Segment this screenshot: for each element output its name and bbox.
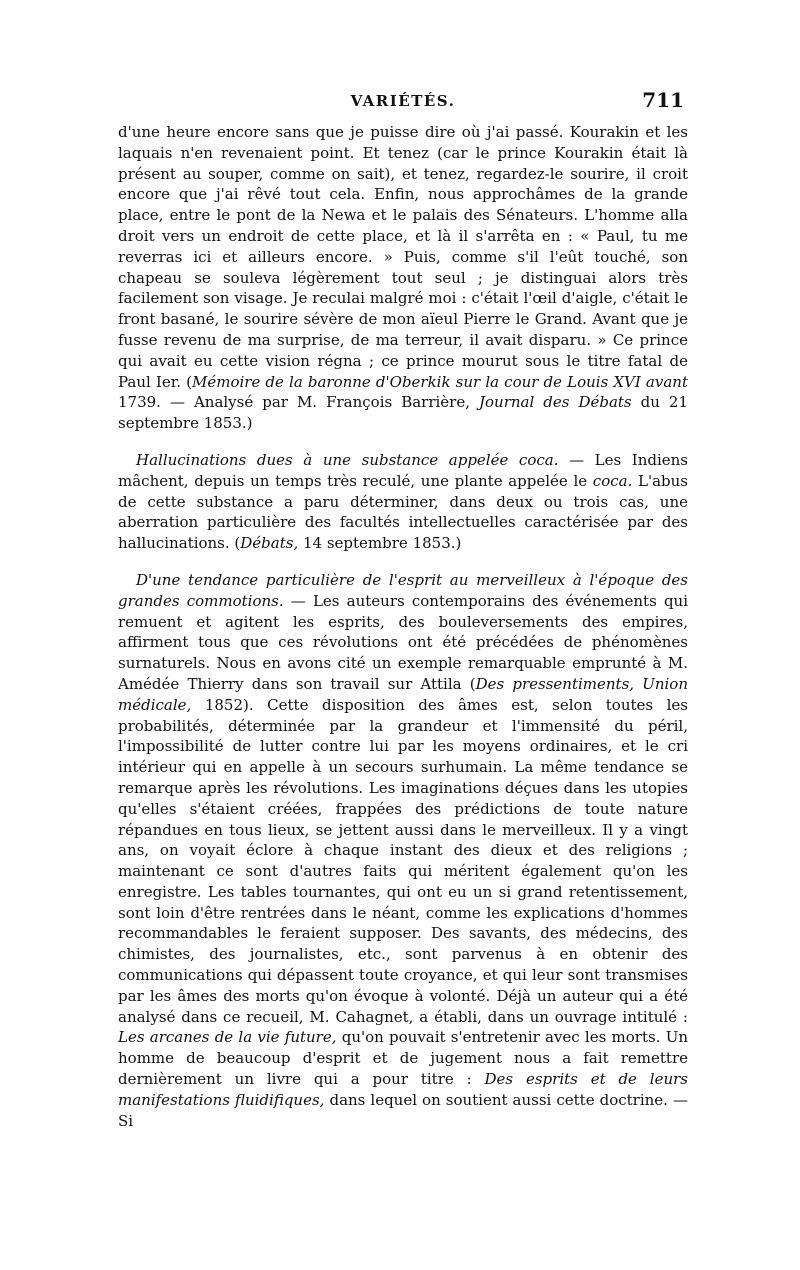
page-number: 711 <box>642 88 684 112</box>
running-title: VARIÉTÉS. <box>350 92 456 110</box>
text-run: dans lequel on soutient aussi cette doctrine. — Si <box>118 1090 688 1130</box>
text-run: 1739. — Analysé par M. François Barrière, <box>118 393 479 412</box>
running-header <box>118 88 688 122</box>
text-run: 14 septembre 1853.) <box>298 534 462 553</box>
text-run: D'une tendance particulière de l'esprit au merveilleux à l'époque des grandes commotions. <box>118 570 688 610</box>
book-page <box>118 88 688 1135</box>
text-run: Des pressentiments, Union médicale, <box>118 674 688 714</box>
paragraph-paul-vision <box>118 122 688 434</box>
text-run: L'abus de cette substance a paru déterminer, dans deux ou trois cas, une aberration particulière des facultés intellectuelles caractérisée par des hallucinations. ( <box>118 471 688 553</box>
text-run: Journal des Débats <box>479 393 632 412</box>
text-run: — Les auteurs contemporains des événements qui remuent et agitent les esprits, des bouleversements des empires, affirment tous que ces révolutions ont été précédées de phénomènes surnaturels. Nous en avons cité un exemple remarquable emprunté à M. Amédée Thierry dans son travail sur Attila ( <box>118 591 689 693</box>
text-run: Les arcanes de la vie future, <box>118 1028 337 1047</box>
paragraph-coca-hallucinations <box>118 450 688 554</box>
text-run: Hallucinations dues à une substance appelée coca. <box>136 450 559 469</box>
text-run: Des esprits et de leurs manifestations fluidifiques, <box>118 1070 688 1109</box>
text-run: Mémoire de la baronne d'Oberkik sur la cour de Louis XVI avant <box>191 372 688 391</box>
text-run: du 21 septembre 1853.) <box>118 393 688 433</box>
text-run: 1852). Cette disposition des âmes est, selon toutes les probabilités, déterminée par la grandeur et l'immensité du péril, l'impossibilité de lutter contre lui par les moyens ordinaires, et le cri intérieur qui en appelle à un secours surhumain. La même tendance se remarque après les révolutions. Les imaginations déçues dans les utopies qu'elles s'étaient créées, frappées des prédictions de toute nature répandues en tous lieux, se jettent aussi dans le merveilleux. Il y a vingt ans, on voyait éclore à chaque instant des dieux et des religions ; maintenant ce sont d'autres faits qui méritent également qu'on les enregistre. Les tables tournantes, qui ont eu un si grand retentissement, sont loin d'être rentrées dans le néant, comme les explications d'hommes recommandables le feraient supposer. Des savants, des médecins, des chimistes, des journalistes, etc., sont parvenus à en obtenir des communications qui dépassent toute croyance, et qui leur sont transmises par les âmes des morts qu'on évoque à volonté. Déjà un auteur qui a été analysé dans ce recueil, M. Cahagnet, a établi, dans un ouvrage intitulé : <box>118 695 688 1026</box>
paragraph-merveilleux-tendency <box>118 570 688 1132</box>
text-run: — Les Indiens mâchent, depuis un temps très reculé, une plante appelée le <box>118 450 688 490</box>
text-run: qu'on pouvait s'entretenir avec les morts. Un homme de beaucoup d'esprit et de jugement nous a fait remettre dernièrement un livre qui a pour titre : <box>118 1028 688 1089</box>
page-body <box>118 122 688 1131</box>
text-run: Débats, <box>240 534 299 553</box>
text-run: coca. <box>592 471 633 490</box>
text-run: d'une heure encore sans que je puisse dire où j'ai passé. Kourakin et les laquais n'en revenaient point. Et tenez (car le prince Kourakin était là présent au souper, comme on sait), et tenez, regardez-le sourire, il croit encore que j'ai rêvé tout cela. Enfin, nous approchâmes de la grande place, entre le pont de la Newa et le palais des Sénateurs. L'homme alla droit vers un endroit de cette place, et là il s'arrêta en : « Paul, tu me reverras ici et ailleurs encore. » Puis, comme s'il l'eût touché, son chapeau se souleva légèrement tout seul ; je distinguai alors très facilement son visage. Je reculai malgré moi : c'était l'œil d'aigle, c'était le front basané, le sourire sévère de mon aïeul Pierre le Grand. Avant que je fusse revenu de ma surprise, de ma terreur, il avait disparu. » Ce prince qui avait eu cette vision régna ; ce prince mourut sous le titre fatal de Paul Ier. ( <box>118 123 688 391</box>
